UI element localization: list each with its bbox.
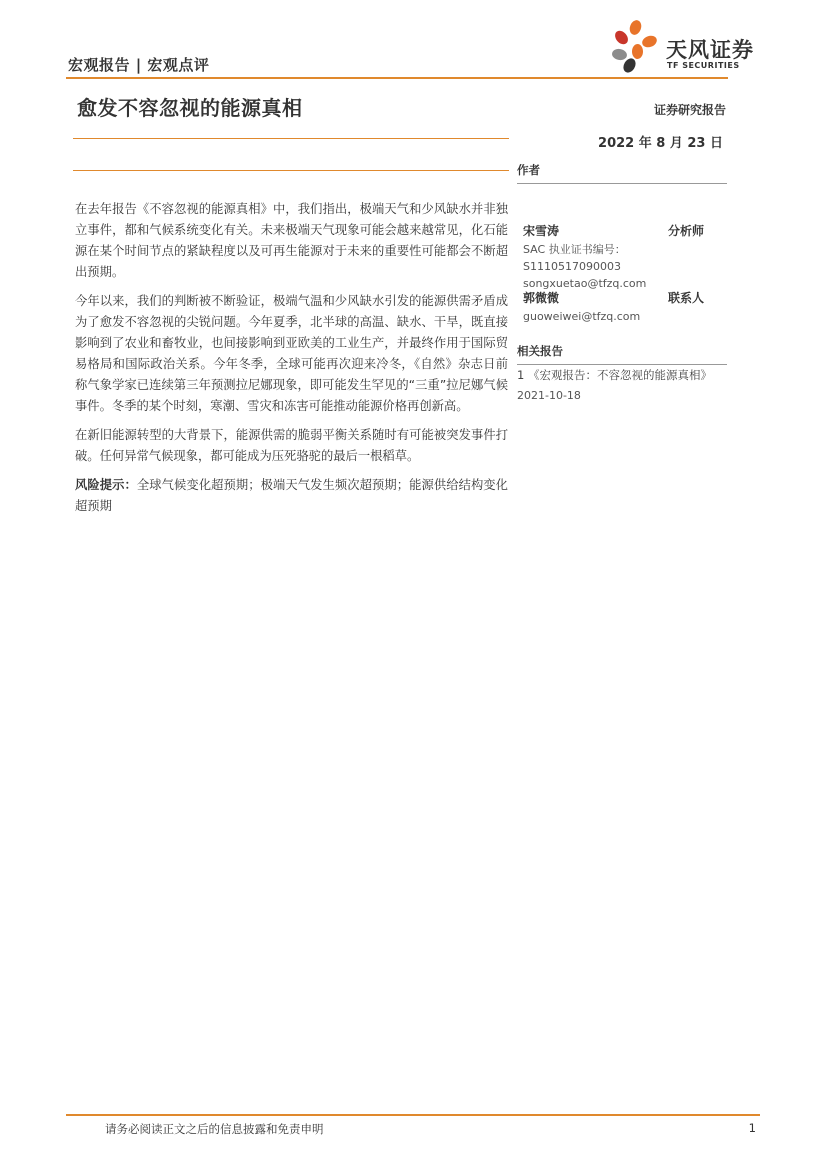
footer-disclaimer: 请务必阅读正文之后的信息披露和免责申明: [105, 1122, 324, 1136]
logo-english-name: TF SECURITIES: [667, 61, 740, 70]
body-paragraph: 在去年报告《不容忽视的能源真相》中，我们指出，极端天气和少风缺水并非独立事件，都和气候系统变化有关。未来极端天气现象可能会越来越常见，化石能源在某个时间节点的紧缺程度以及可再生能源对于未来的重要性可能都会不断超出预期。: [75, 202, 508, 279]
header-divider: [66, 77, 728, 79]
author-card: [523, 222, 728, 292]
related-reports: [517, 361, 727, 402]
summary-bottom-divider: [73, 170, 509, 171]
page-number: 1: [748, 1121, 756, 1135]
report-body: [75, 199, 508, 525]
related-heading: 相关报告: [517, 344, 563, 358]
body-paragraph: 在新旧能源转型的大背景下，能源供需的脆弱平衡关系随时有可能被突发事件打破。任何异常气候现象，都可能成为压死骆驼的最后一根稻草。: [75, 428, 508, 463]
author-cert-number: S1110517090003: [523, 260, 621, 273]
logo-petal-icon: [641, 34, 659, 49]
risk-text: 全球气候变化超预期；极端天气发生频次超预期；能源供给结构变化超预期: [75, 478, 508, 513]
report-category: 宏观报告 | 宏观点评: [68, 56, 210, 74]
body-paragraph: 今年以来，我们的判断被不断验证，极端气温和少风缺水引发的能源供需矛盾成为了愈发不容忽视的尖锐问题。今年夏季，北半球的高温、缺水、干旱，既直接影响到了农业和畜牧业，也间接影响到亚欧美的工业生产，并最终作用于国际贸易格局和国际政治关系。今年冬季，全球可能再次迎来冷冬，《自然》杂志日前称气象学家已连续第三年预测拉尼娜现象，即可能发生罕见的“三重”拉尼娜气候事件。冬季的某个时刻，寒潮、雪灾和冻害可能推动能源价格再创新高。: [75, 294, 508, 413]
footer-divider: [66, 1114, 760, 1116]
report-title: 愈发不容忽视的能源真相: [77, 96, 303, 120]
logo-petal-icon: [632, 44, 643, 59]
author-name: 宋雪涛: [523, 224, 560, 238]
logo-petal-icon: [628, 19, 643, 37]
tf-securities-logo: [610, 20, 760, 76]
author-cert-label: SAC 执业证书编号：: [523, 243, 626, 256]
risk-label: 风险提示：: [75, 478, 137, 492]
related-report-date: 2021-10-18: [517, 389, 581, 402]
logo-name: 天风证券: [666, 38, 754, 62]
author-role: 分析师: [667, 224, 704, 238]
logo-petal-icon: [612, 28, 630, 47]
logo-petal-icon: [611, 48, 628, 61]
authors-section: [517, 162, 727, 184]
summary-top-divider: [73, 138, 509, 139]
authors-divider: [517, 183, 727, 184]
report-date: 2022 年 8 月 23 日: [598, 136, 723, 151]
report-type: 证券研究报告: [653, 103, 726, 117]
authors-heading: 作者: [517, 163, 540, 177]
related-report-link[interactable]: 1 《宏观报告：不容忽视的能源真相》: [517, 368, 712, 382]
author-email[interactable]: guoweiwei@tfzq.com: [523, 310, 641, 323]
author-name: 郭微微: [523, 291, 560, 305]
author-role: 联系人: [667, 291, 704, 305]
author-card: [523, 289, 728, 325]
risk-warning: [75, 475, 508, 517]
author-email[interactable]: songxuetao@tfzq.com: [523, 277, 647, 290]
